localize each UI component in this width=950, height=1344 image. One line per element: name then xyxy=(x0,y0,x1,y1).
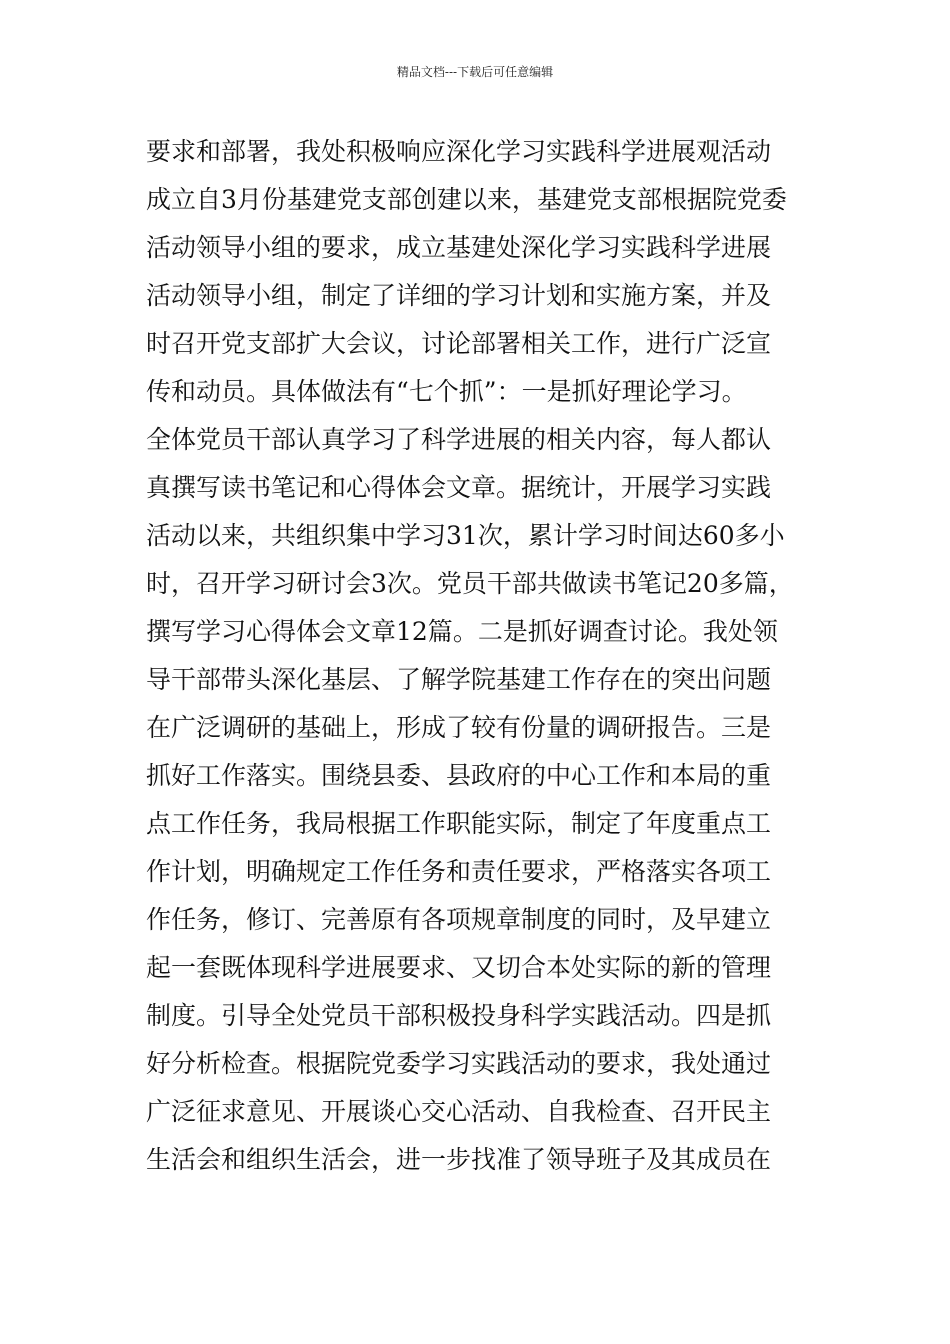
text-line: 撰写学习心得体会文章12篇。二是抓好调查讨论。我处领 xyxy=(146,617,778,646)
text-line: 导干部带头深化基层、了解学院基建工作存在的突出问题 xyxy=(146,665,772,694)
text-line: 起一套既体现科学进展要求、又切合本处实际的新的管理 xyxy=(146,953,772,982)
text-line: 作计划，明确规定工作任务和责任要求，严格落实各项工 xyxy=(146,857,772,886)
text-line: 生活会和组织生活会，进一步找准了领导班子及其成员在 xyxy=(146,1145,772,1174)
text-line: 好分析检查。根据院党委学习实践活动的要求，我处通过 xyxy=(146,1049,772,1078)
text-line: 真撰写读书笔记和心得体会文章。据统计，开展学习实践 xyxy=(146,473,772,502)
text-line: 广泛征求意见、开展谈心交心活动、自我检查、召开民主 xyxy=(146,1097,772,1126)
text-line: 成立自3月份基建党支部创建以来，基建党支部根据院党委 xyxy=(146,185,787,214)
text-line: 点工作任务，我局根据工作职能实际，制定了年度重点工 xyxy=(146,809,772,838)
page-header: 精品文档---下载后可任意编辑 xyxy=(396,65,554,79)
text-line: 作任务，修订、完善原有各项规章制度的同时，及早建立 xyxy=(146,905,772,934)
text-line: 活动领导小组的要求，成立基建处深化学习实践科学进展 xyxy=(146,233,772,262)
text-line: 传和动员。具体做法有“七个抓”：一是抓好理论学习。 xyxy=(146,377,747,406)
text-line: 制度。引导全处党员干部积极投身科学实践活动。四是抓 xyxy=(146,1001,772,1030)
text-line: 抓好工作落实。围绕县委、县政府的中心工作和本局的重 xyxy=(146,761,772,790)
text-line: 要求和部署，我处积极响应深化学习实践科学进展观活动 xyxy=(146,137,772,166)
text-line: 在广泛调研的基础上，形成了较有份量的调研报告。三是 xyxy=(146,713,772,742)
text-line: 活动以来，共组织集中学习31次，累计学习时间达60多小 xyxy=(146,521,785,550)
text-line: 时，召开学习研讨会3次。党员干部共做读书笔记20多篇， xyxy=(146,569,794,598)
text-line: 全体党员干部认真学习了科学进展的相关内容，每人都认 xyxy=(146,425,772,454)
text-line: 活动领导小组，制定了详细的学习计划和实施方案，并及 xyxy=(146,281,772,310)
document-body xyxy=(146,128,816,1184)
text-line: 时召开党支部扩大会议，讨论部署相关工作，进行广泛宣 xyxy=(146,329,772,358)
